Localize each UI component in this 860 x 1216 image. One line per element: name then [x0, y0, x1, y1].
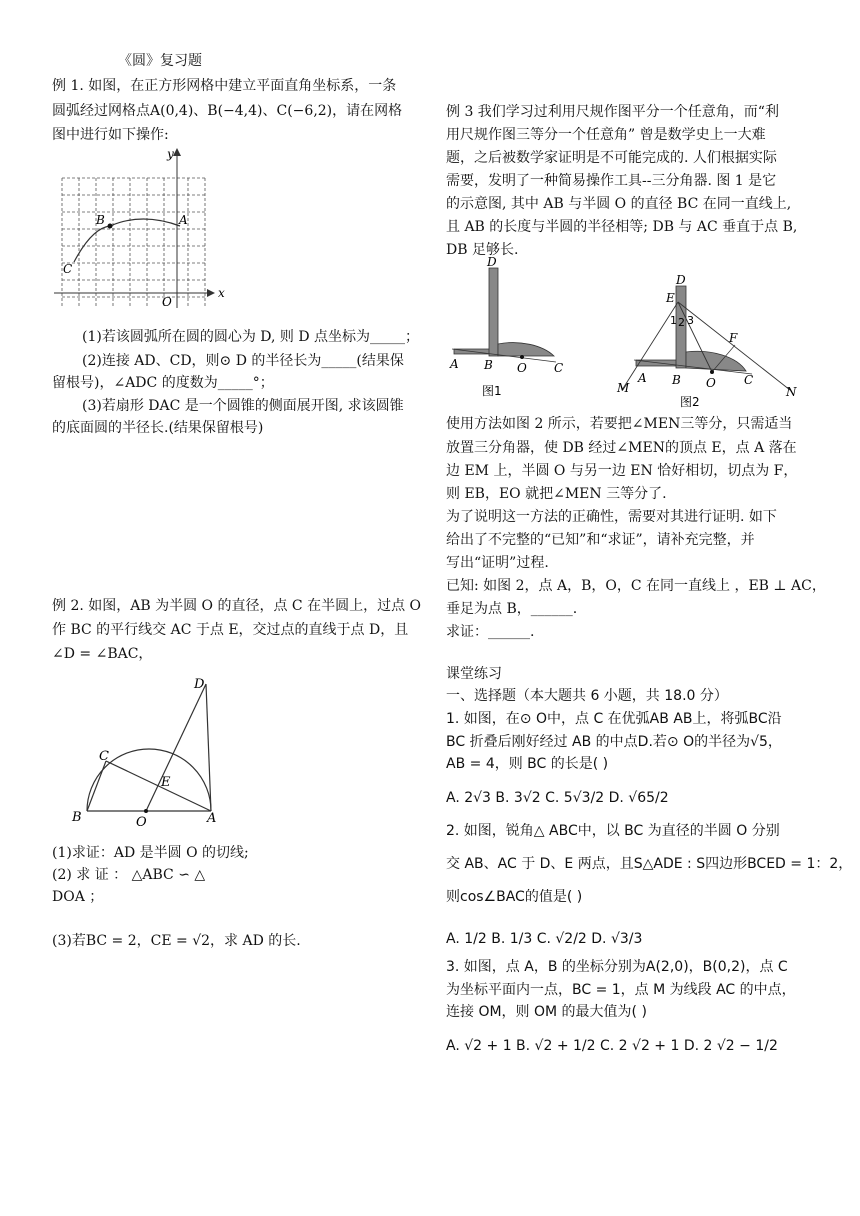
ex1-grid-figure — [52, 146, 227, 310]
ex2-q2a: (2) 求 证 ： △ABC ∽ △ — [52, 867, 206, 883]
fig2-label-F: F — [729, 331, 738, 345]
ex1-q3b: 的底面圆的半径长.(结果保留根号) — [52, 420, 264, 436]
ex2-q3: (3)若BC = 2，CE = √2，求 AD 的长. — [52, 933, 301, 949]
fig1-label-O: O — [517, 361, 527, 375]
practice-q1-line2: BC 折叠后刚好经过 AB 的中点D.若⊙ O的半径为√5， — [446, 734, 782, 750]
practice-q1-options: A. 2√3 B. 3√2 C. 5√3/2 D. √65/2 — [446, 790, 669, 806]
practice-q2-line2: 交 AB、AC 于 D、E 两点，且S△ADE : S四边形BCED = 1：2， — [446, 856, 853, 872]
ex3-prove: 求证：______. — [446, 624, 535, 640]
ex1-q2b: 留根号)，∠ADC 的度数为_____°； — [52, 375, 274, 391]
fig2-label-E: E — [666, 291, 675, 305]
ex3-l2: 用尺规作图三等分一个任意角” 曾是数学史上一大难 — [446, 127, 766, 143]
ex3-u1: 使用方法如图 2 所示，若要把∠MEN三等分，只需适当 — [446, 416, 793, 432]
practice-q3-line2: 为坐标平面内一点，BC = 1，点 M 为线段 AC 的中点， — [446, 982, 796, 998]
ex3-u7: 写出“证明”过程. — [446, 555, 549, 571]
ex3-known2: 垂足为点 B，______. — [446, 601, 578, 617]
ex3-u4: 则 EB，EO 就把∠MEN 三等分了. — [446, 486, 667, 502]
ex3-u3: 边 EM 上，半圆 O 与另一边 EN 恰好相切，切点为 F， — [446, 463, 798, 479]
fig2-label-B: B — [672, 373, 681, 387]
fig2-label-C: C — [744, 373, 754, 387]
ex2-label-D: D — [194, 677, 205, 692]
ex1-label-O: O — [162, 295, 172, 309]
ex2-q2b: DOA ； — [52, 889, 104, 905]
practice-section: 一、选择题（本大题共 6 小题，共 18.0 分） — [446, 688, 728, 704]
fig2-label-A: A — [638, 371, 647, 385]
ex2-line2: 作 BC 的平行线交 AC 于点 E，交过点的直线于点 D，且 — [52, 622, 409, 638]
ex2-label-A: A — [207, 811, 217, 826]
ex3-l5: 的示意图, 其中 AB 与半圆 O 的直径 BC 在同一直线上, — [446, 196, 792, 212]
ex3-l3: 题，之后被数学家证明是不可能完成的. 人们根据实际 — [446, 150, 777, 166]
practice-q3-options: A. √2 + 1 B. √2 + 1/2 C. 2 √2 + 1 D. 2 √2 − 1/2 — [446, 1038, 778, 1054]
ex2-label-C: C — [99, 749, 109, 764]
ex1-label-A: A — [179, 213, 188, 227]
practice-q3-line1: 3. 如图，点 A，B 的坐标分别为A(2,0)，B(0,2)，点 C — [446, 959, 788, 975]
ex1-q2a: (2)连接 AD、CD，则⊙ D 的半径长为_____(结果保 — [82, 353, 404, 369]
fig2-label-O: O — [706, 376, 716, 390]
ex3-l1: 例 3 我们学习过利用尺规作图平分一个任意角，而“利 — [446, 104, 779, 120]
ex3-known: 已知: 如图 2，点 A，B，O，C 在同一直线上 ，EB ⊥ AC， — [446, 578, 826, 594]
ex3-l7: DB 足够长. — [446, 242, 519, 258]
ex1-line1: 例 1. 如图，在正方形网格中建立平面直角坐标系，一条 — [52, 78, 397, 94]
ex3-u2: 放置三分角器，使 DB 经过∠MEN的顶点 E，点 A 落在 — [446, 440, 797, 456]
practice-q2-line1: 2. 如图，锐角△ ABC中，以 BC 为直径的半圆 O 分别 — [446, 823, 780, 839]
ex2-line1: 例 2. 如图，AB 为半圆 O 的直径，点 C 在半圆上，过点 O — [52, 598, 422, 614]
ex3-l4: 需要，发明了一种简易操作工具--三分角器. 图 1 是它 — [446, 173, 777, 189]
ex1-line3: 图中进行如下操作: — [52, 127, 169, 143]
ex2-line3: ∠D = ∠BAC， — [52, 646, 153, 662]
ex1-label-B: B — [96, 213, 105, 227]
ex2-label-B: B — [72, 810, 82, 825]
fig1-label-D: D — [487, 255, 497, 269]
ex1-q3a: (3)若扇形 DAC 是一个圆锥的侧面展开图, 求该圆锥 — [82, 398, 404, 414]
practice-q2-options: A. 1/2 B. 1/3 C. √2/2 D. √3/3 — [446, 931, 643, 947]
ex3-l6: 且 AB 的长度与半圆的半径相等; DB 与 AC 垂直于点 B, — [446, 219, 798, 235]
ex3-fig2-trisector-use — [614, 272, 804, 412]
ex2-label-O: O — [136, 815, 147, 830]
practice-heading: 课堂练习 — [446, 666, 502, 682]
fig2-label-2: 2 — [678, 316, 685, 329]
fig1-label-A: A — [450, 357, 459, 371]
ex1-label-x: x — [218, 286, 225, 300]
ex3-fig1-trisector — [446, 254, 581, 402]
fig2-label-M: M — [617, 381, 630, 395]
fig2-label-1: 1 — [670, 314, 677, 327]
fig1-label-C: C — [554, 361, 564, 375]
ex2-semicircle-figure — [66, 672, 236, 830]
practice-q3-line3: 连接 OM，则 OM 的最大值为( ) — [446, 1004, 647, 1020]
practice-q1-line1: 1. 如图，在⊙ O中，点 C 在优弧AB AB上，将弧BC沿 — [446, 711, 782, 727]
fig2-label-D: D — [676, 273, 686, 287]
ex1-q1: (1)若该圆弧所在圆的圆心为 D, 则 D 点坐标为_____； — [82, 329, 420, 345]
fig2-label-3: 3 — [687, 314, 694, 327]
ex2-label-E: E — [161, 775, 171, 790]
ex3-u5: 为了说明这一方法的正确性，需要对其进行证明. 如下 — [446, 509, 777, 525]
ex1-line2: 圆弧经过网格点A(0,4)、B(−4,4)、C(−6,2)，请在网格 — [52, 103, 403, 119]
practice-q1-line3: AB = 4，则 BC 的长是( ) — [446, 756, 609, 772]
ex1-label-C: C — [63, 262, 73, 276]
ex1-label-y: y — [167, 147, 174, 161]
practice-q2-line3: 则cos∠BAC的值是( ) — [446, 889, 583, 905]
ex2-q1: (1)求证：AD 是半圆 O 的切线; — [52, 845, 249, 861]
fig2-caption: 图2 — [680, 395, 700, 409]
fig1-label-B: B — [484, 358, 493, 372]
fig2-label-N: N — [786, 385, 797, 399]
page-title: 《圆》复习题 — [118, 53, 202, 69]
fig1-caption: 图1 — [482, 384, 502, 398]
ex3-u6: 给出了不完整的“已知”和“求证”，请补充完整，并 — [446, 532, 755, 548]
